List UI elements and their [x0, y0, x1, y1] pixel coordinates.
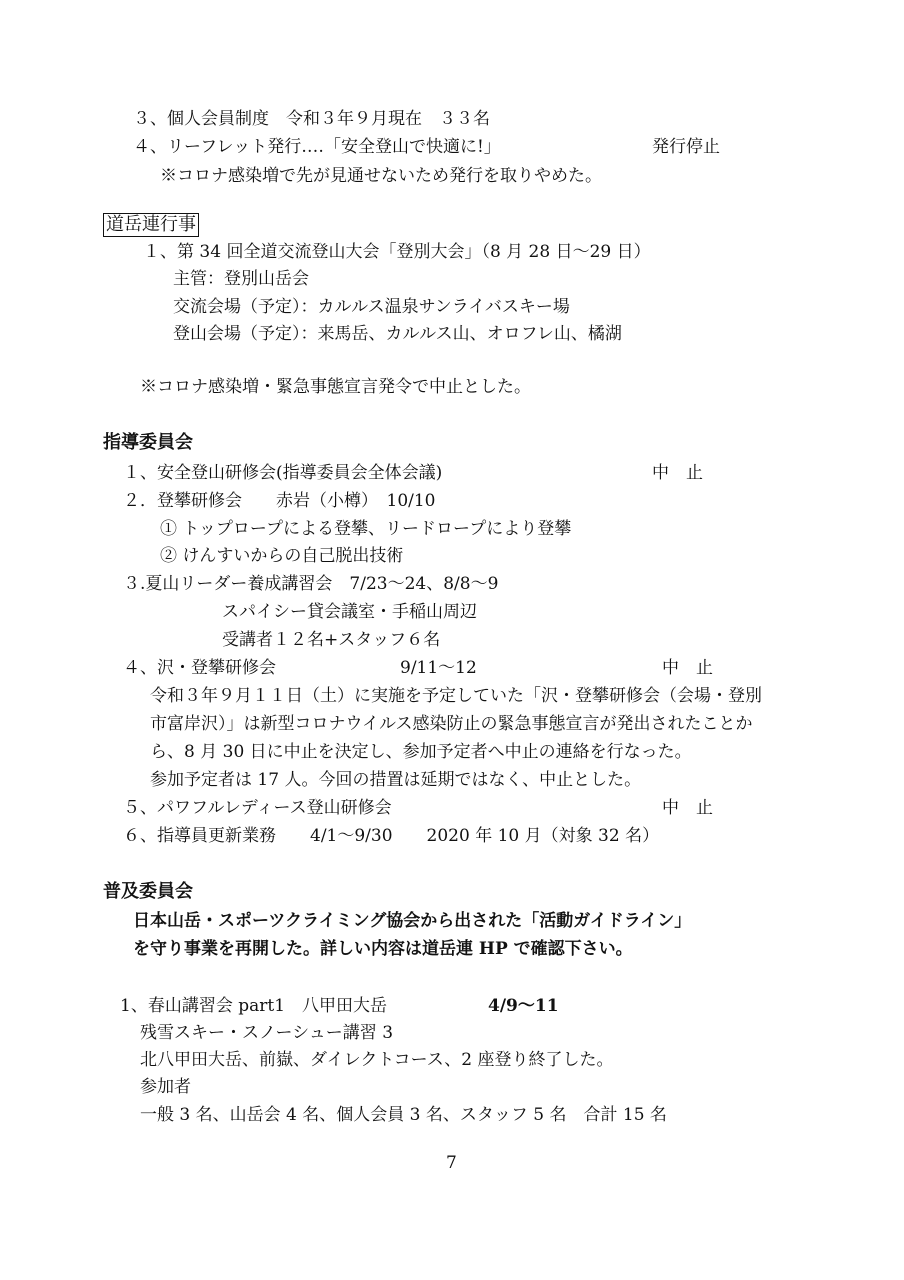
leaflet-status: 発行停止: [652, 137, 720, 157]
shido-line-8-date: 9/11～12: [400, 658, 477, 678]
shido-line-13-status: 中 止: [662, 798, 713, 818]
shido-line-8-status: 中 止: [662, 658, 713, 678]
shido-line-5: ３.夏山リーダー養成講習会 7/23～24、8/8～9: [123, 574, 499, 594]
shido-line-8: ４、沢・登攀研修会: [123, 658, 276, 678]
shido-line-4: ② けんすいからの自己脱出技術: [160, 546, 404, 566]
shido-line-2: ２．登攀研修会 赤岩（小樽） 10/10: [123, 491, 436, 511]
shido-line-1-status: 中 止: [652, 463, 703, 483]
fukyu-line-5: 北八甲田大岳、前嶽、ダイレクトコース、2 座登り終了した。: [140, 1050, 614, 1070]
doren-line-1: １、第 34 回全道交流登山大会「登別大会」（8 月 28 日～29 日）: [143, 242, 651, 262]
doren-line-2: 主管：登別山岳会: [173, 269, 309, 289]
doren-note: ※コロナ感染増・緊急事態宣言発令で中止とした。: [140, 377, 531, 397]
fukyu-line-3-date: 4/9～11: [488, 996, 559, 1016]
shido-line-14: ６、指導員更新業務 4/1～9/30 2020 年 10 月（対象 32 名）: [123, 826, 660, 846]
shido-line-10: 市富岸沢）」は新型コロナウイルス感染防止の緊急事態宣言が発出されたことか: [150, 714, 753, 734]
fukyu-line-4: 残雪スキー・スノーシュー講習 3: [140, 1023, 394, 1043]
shido-line-6: スパイシー貸会議室・手稲山周辺: [222, 602, 477, 622]
shido-line-3: ① トップロープによる登攀、リードロープにより登攀: [160, 519, 572, 539]
shido-line-9: 令和３年９月１１日（土）に実施を予定していた「沢・登攀研修会（会場・登別: [150, 686, 762, 706]
doren-line-4: 登山会場（予定）：来馬岳、カルルス山、オロフレ山、橘湖: [173, 324, 622, 344]
shido-line-13: ５、パワフルレディース登山研修会: [123, 798, 392, 818]
shido-line-7: 受講者１２名+スタッフ６名: [222, 630, 441, 650]
doren-events-heading: 道岳連行事: [103, 213, 199, 237]
shido-line-1: １、安全登山研修会(指導委員会全体会議): [123, 463, 443, 483]
fukyu-line-7: 一般 3 名、山岳会 4 名、個人会員 3 名、スタッフ 5 名 合計 15 名: [140, 1105, 667, 1125]
fukyu-line-6: 参加者: [140, 1077, 191, 1097]
fukyu-line-1: 日本山岳・スポーツクライミング協会から出された「活動ガイドライン」: [133, 911, 692, 931]
shido-line-12: 参加予定者は 17 人。今回の措置は延期ではなく、中止とした。: [150, 770, 642, 790]
doren-line-3: 交流会場（予定）：カルルス温泉サンライバスキー場: [173, 297, 570, 317]
fukyu-line-3: 1、春山講習会 part1 八甲田大岳: [120, 996, 388, 1016]
leaflet-line: ４、リーフレット発行‥‥「安全登山で快適に!」: [133, 137, 501, 157]
shido-line-11: ら、8 月 30 日に中止を決定し、参加予定者へ中止の連絡を行なった。: [150, 742, 692, 762]
fukyu-line-2: を守り事業を再開した。詳しい内容は道岳連 HP で確認下さい。: [133, 939, 633, 959]
page-number: 7: [446, 1153, 457, 1173]
leaflet-note: ※コロナ感染増で先が見通せないため発行を取りやめた。: [160, 166, 602, 186]
member-system-line: ３、個人会員制度 令和３年９月現在 ３３名: [133, 109, 490, 129]
shido-heading: 指導委員会: [103, 432, 193, 453]
fukyu-heading: 普及委員会: [103, 881, 193, 902]
